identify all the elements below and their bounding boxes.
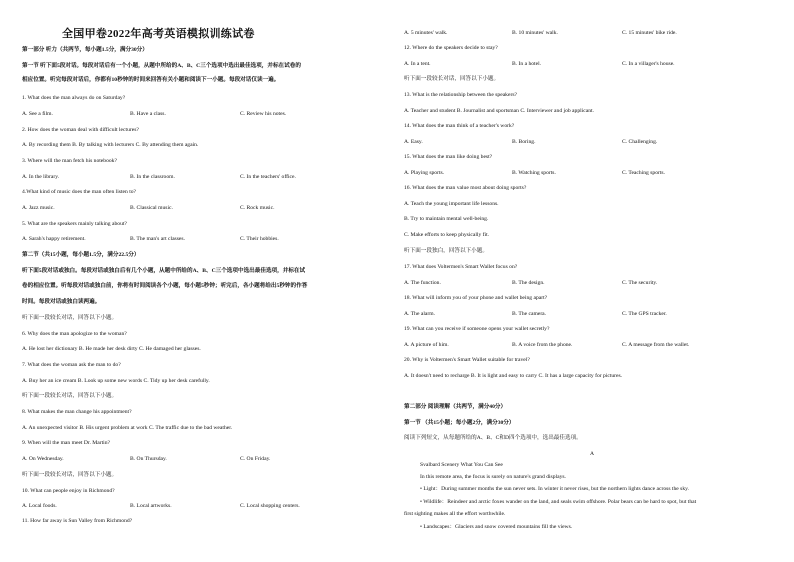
reading-section1-header: 第一节 （共15小题；每小题2分，满分30分） bbox=[404, 420, 515, 426]
passage-paragraph: • Wildlife：Reindeer and arctic foxes wander on the land, and seals swim offshore. Polar bears can be hard to spot, but that bbox=[420, 499, 697, 505]
q12-option-b: B. In a hotel. bbox=[512, 61, 542, 67]
q10-option-c: C. Local shopping centers. bbox=[240, 503, 300, 509]
q2-options: A. By recording them B. By talking with lecturers C. By attending them again. bbox=[22, 142, 199, 148]
q19-option-b: B. A voice from the phone. bbox=[512, 342, 573, 348]
passage-paragraph: • Landscapes：Glaciers and snow covered mountains fill the views. bbox=[420, 524, 573, 530]
question-11: 11. How far away is Sun Valley from Richmond? bbox=[22, 518, 133, 524]
question-13: 13. What is the relationship between the speakers? bbox=[404, 92, 517, 98]
q19-option-c: C. A message from the wallet. bbox=[622, 342, 690, 348]
question-9: 9. When will the man meet Dr. Martin? bbox=[22, 440, 110, 446]
q6-options: A. He lost her dictionary B. He made her desk dirty C. He damaged her glasses. bbox=[22, 346, 201, 352]
q3-option-c: C. In the teachers' office. bbox=[240, 174, 296, 180]
section2-instructions-3: 时间。每段对话或独白读两遍。 bbox=[22, 299, 101, 305]
page-title: 全国甲卷2022年高考英语模拟训练试卷 bbox=[62, 28, 255, 40]
q10-option-b: B. Local artworks. bbox=[130, 503, 172, 509]
q7-options: A. Buy her an ice cream B. Look up some new words C. Tidy up her desk carefully. bbox=[22, 378, 210, 384]
question-12: 12. Where do the speakers decide to stay? bbox=[404, 45, 498, 51]
section2-instructions-2: 卷的相应位置。听每段对话或独白前，你将有时间阅读各个小题，每小题5秒钟；听完后，各小题将给出5秒钟的作答 bbox=[22, 283, 308, 289]
q15-option-b: B. Watching sports. bbox=[512, 170, 556, 176]
question-14: 14. What does the man think of a teacher's work? bbox=[404, 123, 515, 129]
section2-header: 第二节（共15小题，每小题1.5分，满分22.5分） bbox=[22, 252, 140, 258]
q4-option-a: A. Jazz music. bbox=[22, 205, 55, 211]
question-4: 4.What kind of music does the man often listen to? bbox=[22, 189, 137, 195]
q5-option-a: A. Sarah's happy retirement. bbox=[22, 236, 86, 242]
q9-option-c: C. On Friday. bbox=[240, 456, 271, 462]
question-7: 7. What does the woman ask the man to do? bbox=[22, 362, 121, 368]
question-16: 16. What does the man value most about doing sports? bbox=[404, 185, 527, 191]
question-3: 3. Where will the man fetch his notebook? bbox=[22, 158, 117, 164]
listen-instruction: 听下面一段较长对话，回答以下小题。 bbox=[22, 393, 118, 399]
q4-option-b: B. Classical music. bbox=[130, 205, 173, 211]
q20-options: A. It doesn't need to recharge B. It is light and easy to carry C. It has a large capacity for pictures. bbox=[404, 373, 623, 379]
section1-instructions: 相应位置。听完每段对话后，你都有10秒钟的时间来回答有关小题和阅读下一小题。每段对话仅读一遍。 bbox=[22, 77, 280, 83]
passage-paragraph: In this remote area, the focus is surely on nature's grand displays. bbox=[420, 474, 566, 480]
q17-option-a: A. The function. bbox=[404, 280, 441, 286]
question-10: 10. What can people enjoy in Richmond? bbox=[22, 488, 115, 494]
q15-option-c: C. Teaching sports. bbox=[622, 170, 666, 176]
q11-option-c: C. 15 minutes' bike ride. bbox=[622, 30, 677, 36]
q8-options: A. An unexpected visitor B. His urgent problem at work C. The traffic due to the bad weather. bbox=[22, 425, 233, 431]
section2-instructions-1: 听下面5段对话或独白。每段对话或独白后有几个小题，从题中所给的A、B、C三个选项中选出最佳选项，并标在试 bbox=[22, 268, 306, 274]
q10-option-a: A. Local foods. bbox=[22, 503, 57, 509]
reading-instructions: 阅读下列短文，从每题所给的A、B、C和D四个选项中，选出最佳选项。 bbox=[404, 435, 582, 441]
listen-instruction: 听下面一段较长对话，回答以下小题。 bbox=[404, 76, 500, 82]
question-18: 18. What will inform you of your phone and wallet being apart? bbox=[404, 295, 548, 301]
q15-option-a: A. Playing sports. bbox=[404, 170, 445, 176]
q3-option-b: B. In the classroom. bbox=[130, 174, 175, 180]
listen-instruction: 听下面一段较长对话，回答以下小题。 bbox=[22, 472, 118, 478]
q5-option-b: B. The man's art classes. bbox=[130, 236, 185, 242]
question-5: 5. What are the speakers mainly talking about? bbox=[22, 221, 127, 227]
passage-paragraph: • Light：During summer months the sun never sets. In winter it never rises, but the northern lights dance across the sky. bbox=[420, 486, 689, 492]
q19-option-a: A. A picture of him. bbox=[404, 342, 449, 348]
q1-option-a: A. See a film. bbox=[22, 111, 53, 117]
question-1: 1. What does the man always do on Saturday? bbox=[22, 95, 126, 101]
q17-option-b: B. The design. bbox=[512, 280, 545, 286]
listen-instruction: 听下面一段较长对话，回答以下小题。 bbox=[22, 315, 118, 321]
q12-option-a: A. In a tent. bbox=[404, 61, 431, 67]
passage-title: Svalbard Scenery What You Can See bbox=[420, 462, 503, 468]
part2-header: 第二部分 阅读理解（共两节，满分40分） bbox=[404, 404, 507, 410]
q12-option-c: C. In a villager's house. bbox=[622, 61, 675, 67]
q16-option-c: C. Make efforts to keep physically fit. bbox=[404, 232, 490, 238]
q11-option-a: A. 5 minutes' walk. bbox=[404, 30, 448, 36]
q14-option-c: C. Challenging. bbox=[622, 139, 658, 145]
passage-letter: A bbox=[589, 451, 595, 457]
question-8: 8. What makes the man change his appointment? bbox=[22, 409, 132, 415]
q5-option-c: C. Their hobbies. bbox=[240, 236, 279, 242]
q4-option-c: C. Rock music. bbox=[240, 205, 275, 211]
q18-option-a: A. The alarm. bbox=[404, 311, 435, 317]
q16-option-b: B. Try to maintain mental well-being. bbox=[404, 216, 489, 222]
q1-option-b: B. Have a class. bbox=[130, 111, 166, 117]
question-17: 17. What does Voltermen's Smart Wallet focus on? bbox=[404, 264, 518, 270]
q17-option-c: C. The security. bbox=[622, 280, 658, 286]
question-15: 15. What does the man like doing best? bbox=[404, 154, 493, 160]
q9-option-a: A. On Wednesday. bbox=[22, 456, 64, 462]
section1-header: 第一节 听下面5段对话。每段对话后有一个小题，从题中所给的A、B、C三个选项中选出最佳选项，并标在试卷的 bbox=[22, 63, 301, 69]
q18-option-b: B. The camera. bbox=[512, 311, 547, 317]
q16-option-a: A. Teach the young important life lessons. bbox=[404, 201, 499, 207]
q9-option-b: B. On Thursday. bbox=[130, 456, 167, 462]
q3-option-a: A. In the library. bbox=[22, 174, 60, 180]
listen-instruction: 听下面一段独白，回答以下小题。 bbox=[404, 248, 488, 254]
question-2: 2. How does the woman deal with difficult lectures? bbox=[22, 127, 139, 133]
question-6: 6. Why does the man apologize to the woman? bbox=[22, 331, 127, 337]
question-20: 20. Why is Voltermen's Smart Wallet suitable for travel? bbox=[404, 357, 530, 363]
q14-option-b: B. Boring. bbox=[512, 139, 536, 145]
part1-header: 第一部分 听力（共两节，每小题1.5分，满分30分） bbox=[22, 47, 148, 53]
passage-paragraph: first sighting makes all the effort worthwhile. bbox=[404, 511, 506, 517]
q11-option-b: B. 10 minutes' walk. bbox=[512, 30, 558, 36]
q13-options: A. Teacher and student B. Journalist and sportsman C. Interviewer and job applicant. bbox=[404, 108, 594, 114]
q14-option-a: A. Easy. bbox=[404, 139, 423, 145]
q18-option-c: C. The GPS tracker. bbox=[622, 311, 667, 317]
q1-option-c: C. Review his notes. bbox=[240, 111, 287, 117]
question-19: 19. What can you receive if someone opens your wallet secretly? bbox=[404, 326, 550, 332]
